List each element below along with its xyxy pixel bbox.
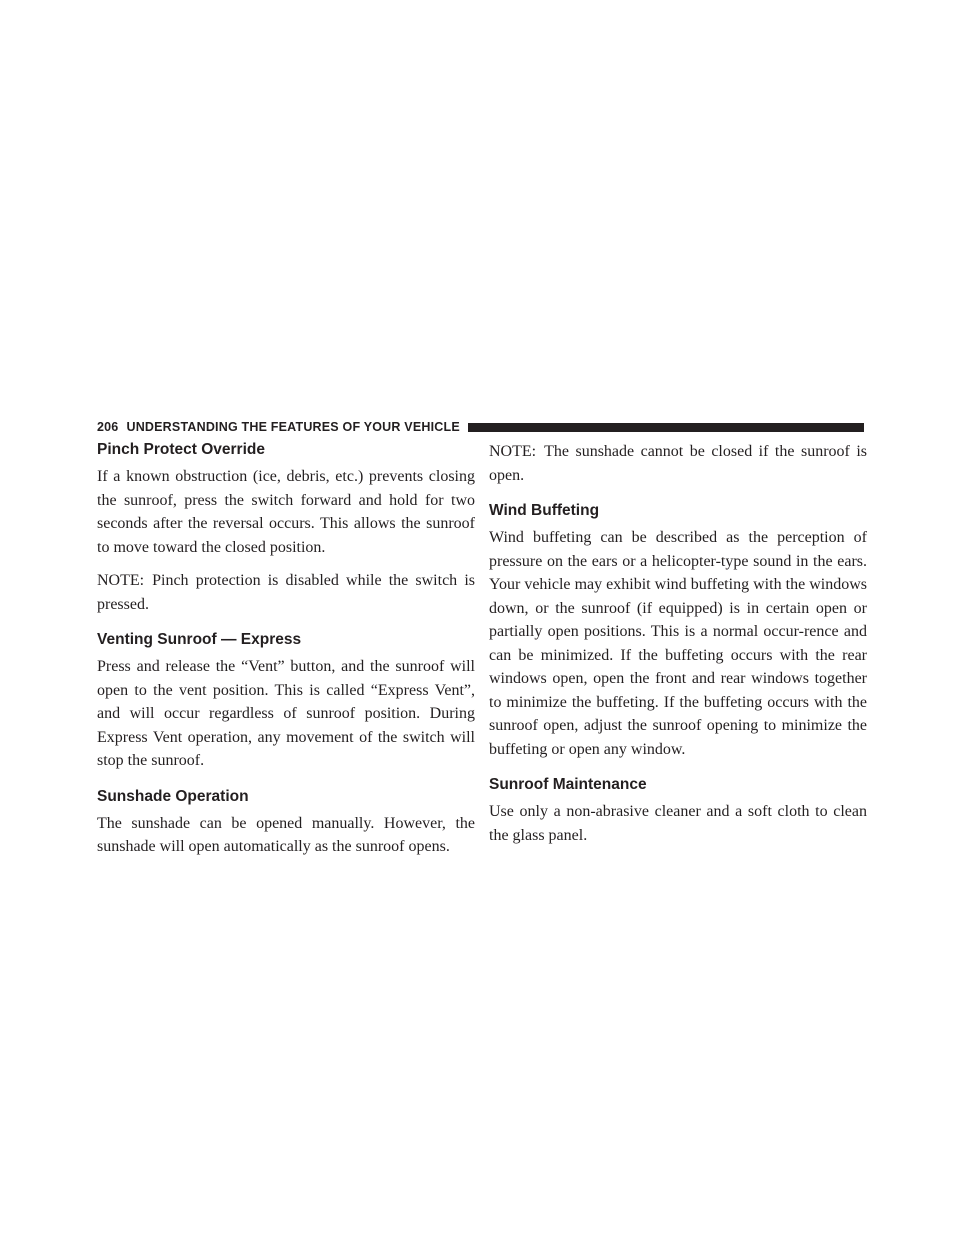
section-title: UNDERSTANDING THE FEATURES OF YOUR VEHICLE: [126, 420, 460, 434]
note-label: NOTE:: [489, 443, 537, 460]
pinch-protect-heading: Pinch Protect Override: [97, 441, 265, 458]
venting-sunroof-paragraph: Press and release the “Vent” button, and the sunroof will open to the vent position. This is called “Express Vent”, and will occur regardless of sunroof position. During Express Vent operation, any movement of the switch will stop the sunroof.: [97, 658, 475, 769]
left-column: [97, 440, 475, 869]
pinch-protect-paragraph: If a known obstruction (ice, debris, etc.) prevents closing the sunroof, press the switch forward and hold for two seconds after the reversal occurs. This allows the sunroof to move toward the closed position.: [97, 468, 475, 556]
sunroof-maintenance-paragraph: Use only a non-abrasive cleaner and a soft cloth to clean the glass panel.: [489, 803, 867, 844]
wind-buffeting-paragraph: Wind buffeting can be described as the perception of pressure on the ears or a helicopter-type sound in the ears. Your vehicle may exhibit wind buffeting with the windows down, or the sunroof (if equipped) is in certain open or partially open positions. This is a normal occur-rence and can be minimized. If the buffeting occurs with the rear windows open, open the front and rear windows together to minimize the buffeting. If the buffeting occurs with the sunroof open, adjust the sunroof opening to minimize the buffeting or open any window.: [489, 529, 867, 758]
wind-buffeting-heading: Wind Buffeting: [489, 502, 600, 519]
right-column: [489, 440, 867, 857]
venting-sunroof-heading: Venting Sunroof — Express: [97, 631, 302, 648]
note-text: Pinch protection is disabled while the switch is pressed.: [97, 572, 475, 613]
sunshade-note: [489, 440, 867, 487]
sunshade-operation-heading: Sunshade Operation: [97, 787, 249, 805]
note-label: NOTE:: [97, 572, 145, 589]
page-header: [97, 417, 864, 437]
sunroof-maintenance-heading: Sunroof Maintenance: [489, 776, 647, 793]
note-text: The sunshade cannot be closed if the sunroof is open.: [489, 443, 867, 484]
sunshade-operation-paragraph: The sunshade can be opened manually. However, the sunshade will open automatically as the sunroof opens.: [97, 814, 475, 855]
page-number: 206: [97, 420, 119, 434]
header-rule: [468, 423, 864, 432]
pinch-protect-note: [97, 569, 475, 616]
